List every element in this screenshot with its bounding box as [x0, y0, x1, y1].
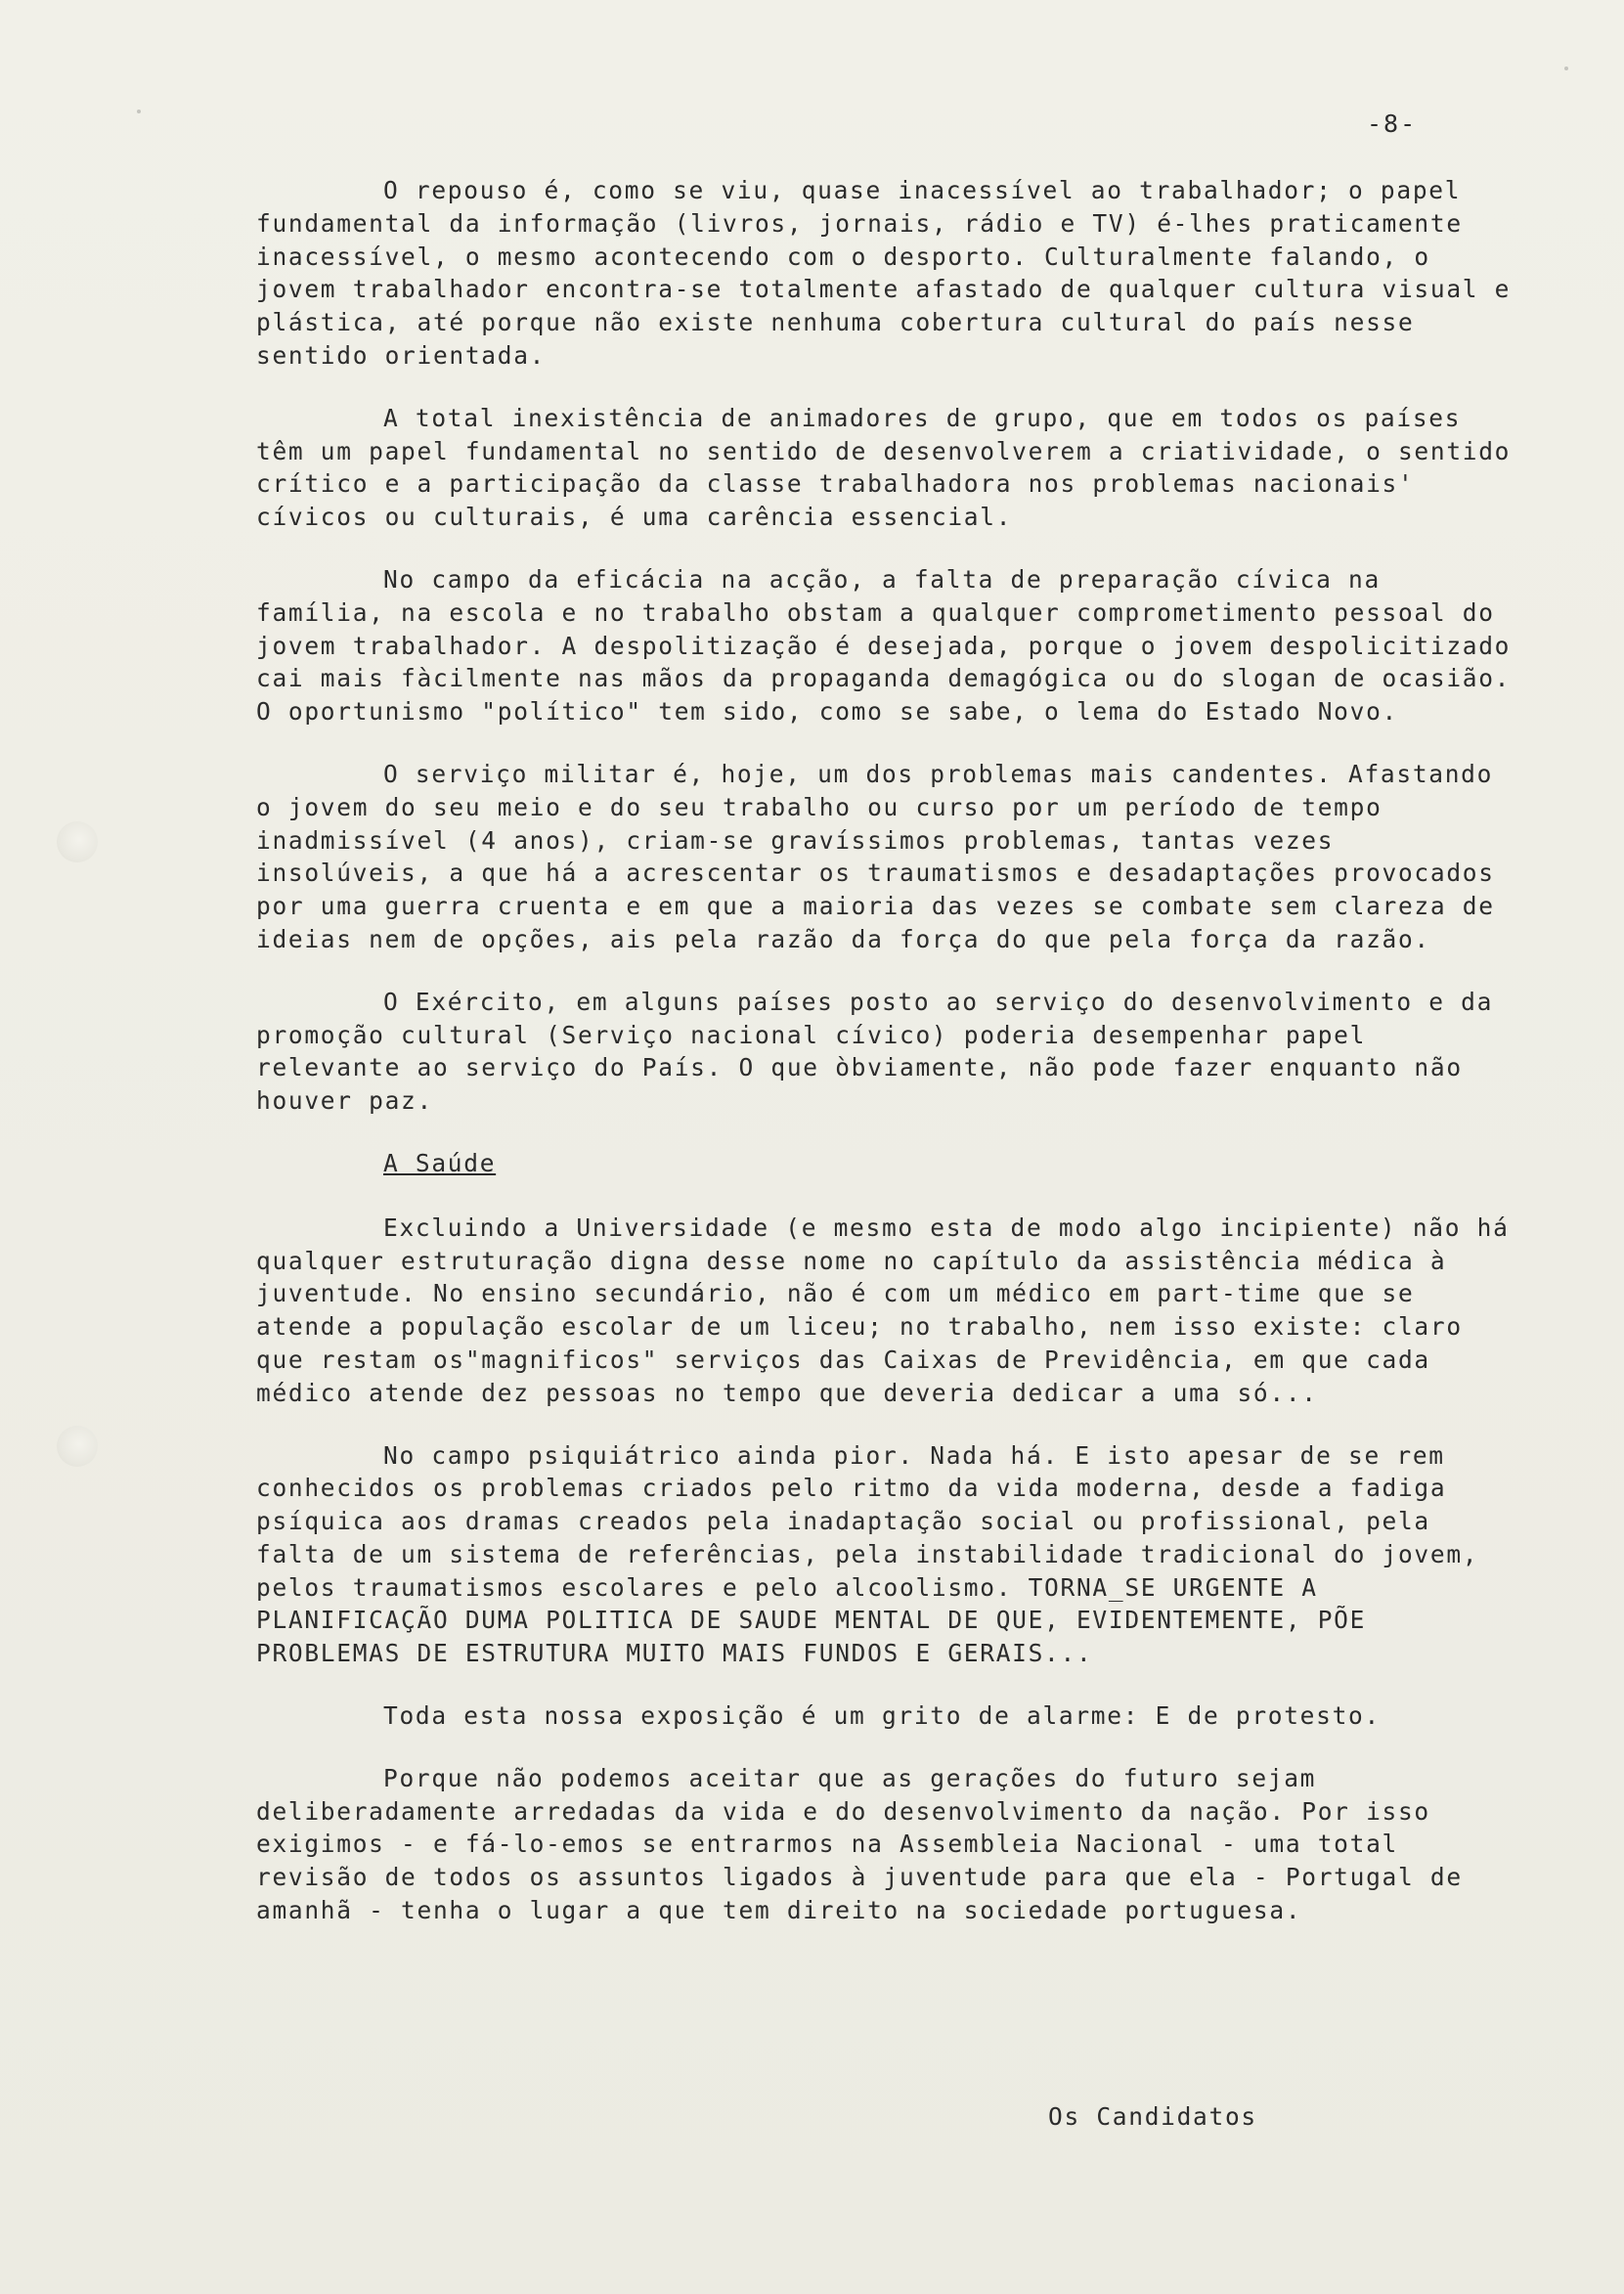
paragraph-psiquiatrico: No campo psiquiátrico ainda pior. Nada há. E isto apesar de se rem conhecidos os problemas criados pelo ritmo da vida moderna, desde a fadiga psíquica aos dramas creados pela inadaptação social ou profissional, pela falta de um sistema de referências, pela instabilidade tradicional do jovem, pelos traumatismos escolares e pelo alcoolismo. TORNA_SE URGENTE A PLANIFICAÇÃO DUMA POLITICA DE SAUDE MENTAL DE QUE, EVIDENTEMENTE, PÕE PROBLEMAS DE ESTRUTURA MUITO MAIS FUNDOS E GERAIS...	[256, 1440, 1479, 1668]
paragraph-rest: O repouso é, como se viu, quase inacessível ao trabalhador; o papel fundamental da informação (livros, jornais, rádio e TV) é-lhes praticamente inacessível, o mesmo acontecendo com o desporto. Culturalmente falando, o jovem trabalhador encontra-se totalmente afastado de qualquer cultura visual e plástica, até porque não existe nenhuma cobertura cultural do país nesse sentido orientada.	[256, 176, 1512, 370]
paragraph-exercito: O Exército, em alguns países posto ao serviço do desenvolvimento e da promoção cultural (Serviço nacional cívico) poderia desempenhar papel relevante ao serviço do País. O que òbviamente, não pode fazer enquanto não houver paz.	[256, 987, 1494, 1116]
paragraph-servico-militar: O serviço militar é, hoje, um dos problemas mais candentes. Afastando o jovem do seu meio e do seu trabalho ou curso por um período de tempo inadmissível (4 anos), criam-se gravíssimos problemas, tantas vezes insolúveis, a que há a acrescentar os traumatismos e desadaptações provocados por uma guerra cruenta e em que a maioria das vezes se combate sem clareza de ideias nem de opções, ais pela razão da força do que pela força da razão.	[256, 759, 1495, 953]
paper-speck	[137, 110, 141, 113]
paragraph-universidade: Excluindo a Universidade (e mesmo esta de modo algo incipiente) não há qualquer estruturação digna desse nome no capítulo da assistência médica à juventude. No ensino secundário, não é com um médico em part-time que se atende a população escolar de um liceu; no trabalho, nem isso existe: claro que restam os"magnificos" serviços das Caixas de Previdência, em que cada médico atende dez pessoas no tempo que deveria dedicar a uma só...	[256, 1213, 1510, 1407]
document-body	[256, 174, 1517, 1927]
section-heading-saude: A Saúde	[383, 1148, 497, 1177]
punch-hole-bottom	[57, 1426, 98, 1467]
paper-speck	[1564, 66, 1568, 70]
paragraph-conclusao: Porque não podemos aceitar que as gerações do futuro sejam deliberadamente arredadas da vida e do desenvolvimento da nação. Por isso exigimos - e fá-lo-emos se entrarmos na Assembleia Nacional - uma total revisão de todos os assuntos ligados à juventude para que ela - Portugal de amanhã - tenha o lugar a que tem direito na sociedade portuguesa.	[256, 1763, 1463, 1925]
punch-hole-top	[57, 821, 98, 862]
page-number: -8-	[1367, 110, 1418, 138]
paragraph-eficacia: No campo da eficácia na acção, a falta de preparação cívica na família, na escola e no trabalho obstam a qualquer comprometimento pessoal do jovem trabalhador. A despolitização é desejada, porque o jovem despolicitizado cai mais fàcilmente nas mãos da propaganda demagógica ou do slogan de ocasião. O oportunismo "político" tem sido, como se sabe, o lema do Estado Novo.	[256, 564, 1512, 727]
paragraph-animadores: A total inexistência de animadores de grupo, que em todos os países têm um papel fundamental no sentido de desenvolverem a criatividade, o sentido crítico e a participação da classe trabalhadora nos problemas nacionais' cívicos ou culturais, é uma carência essencial.	[256, 403, 1512, 532]
signature: Os Candidatos	[1048, 2102, 1257, 2131]
paragraph-alarme: Toda esta nossa exposição é um grito de alarme: E de protesto.	[383, 1701, 1381, 1731]
